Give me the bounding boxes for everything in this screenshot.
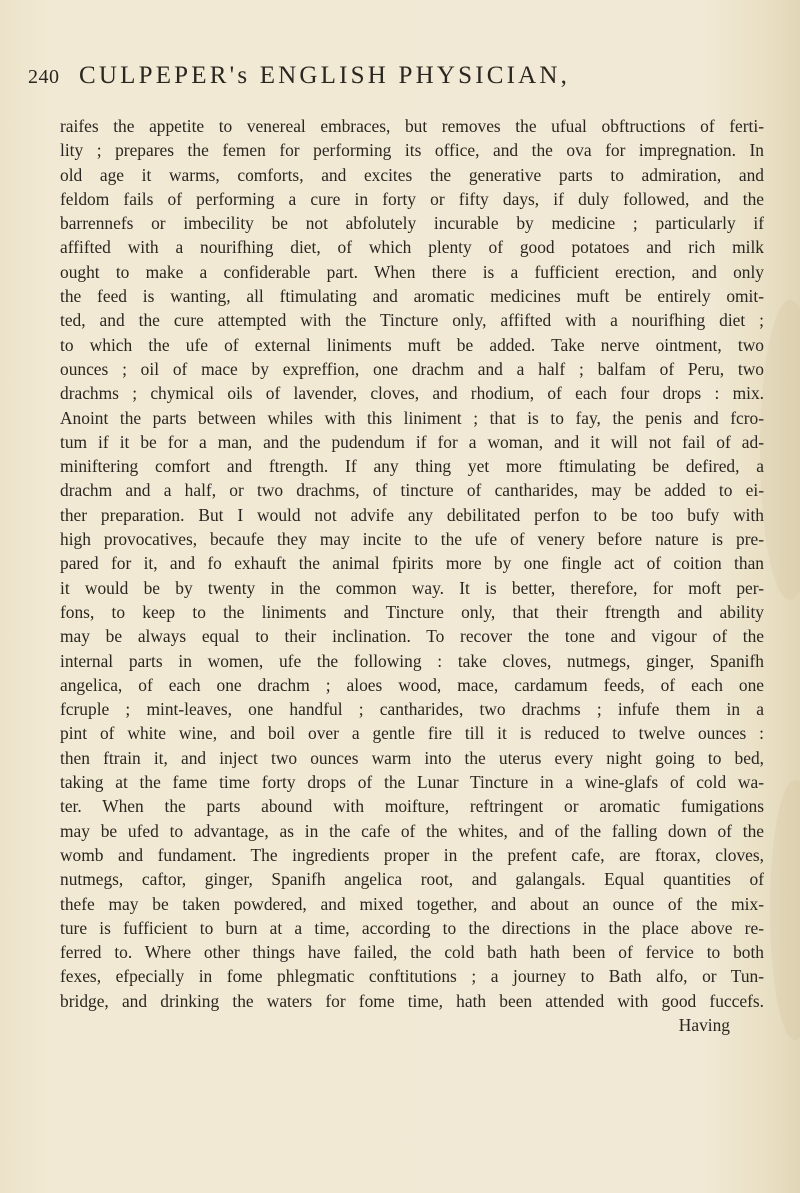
text-line: pint of white wine, and boil over a gentle fire till it is reduced to twelve ounces : bbox=[60, 723, 764, 744]
text-line: internal parts in women, ufe the following : take cloves, nutmegs, ginger, Spanifh bbox=[60, 650, 764, 671]
text-line: ferred to. Where other things have failed, the cold bath hath been of fervice to both bbox=[60, 942, 764, 963]
text-line: it would be by twenty in the common way. It is better, therefore, for moft per- bbox=[60, 577, 764, 598]
text-line: bridge, and drinking the waters for fome time, hath been attended with good fuccefs. bbox=[60, 990, 764, 1011]
page-number: 240 bbox=[28, 66, 60, 88]
paper-stain bbox=[760, 300, 800, 600]
text-line: pared for it, and fo exhauft the animal fpirits more by one fingle act of coition than bbox=[60, 553, 764, 574]
text-line: tum if it be for a man, and the pudendum if for a woman, and it will not fail of ad- bbox=[60, 431, 764, 452]
text-line: to which the ufe of external liniments muft be added. Take nerve ointment, two bbox=[60, 334, 764, 355]
text-line: fcruple ; mint-leaves, one handful ; cantharides, two drachms ; infufe them in a bbox=[60, 699, 764, 720]
text-line: taking at the fame time forty drops of the Lunar Tincture in a wine-glafs of cold wa- bbox=[60, 772, 764, 793]
running-header bbox=[28, 62, 728, 94]
text-line: lity ; prepares the femen for performing its office, and the ova for impregnation. In bbox=[60, 140, 764, 161]
text-line: angelica, of each one drachm ; aloes wood, mace, cardamum feeds, of each one bbox=[60, 674, 764, 695]
text-line: drachm and a half, or two drachms, of tincture of cantharides, may be added to ei- bbox=[60, 480, 764, 501]
text-line: high provocatives, becaufe they may incite to the ufe of venery before nature is pre- bbox=[60, 529, 764, 550]
text-line: ted, and the cure attempted with the Tincture only, affifted with a nourifhing diet ; bbox=[60, 310, 764, 331]
catchword: Having bbox=[678, 1014, 730, 1035]
text-line: womb and fundament. The ingredients proper in the prefent cafe, are ftorax, cloves, bbox=[60, 844, 764, 865]
text-line: ture is fufficient to burn at a time, according to the directions in the place above re- bbox=[60, 917, 764, 938]
text-line: fexes, efpecially in fome phlegmatic conftitutions ; a journey to Bath alfo, or Tun- bbox=[60, 966, 764, 987]
text-line: Anoint the parts between whiles with this liniment ; that is to fay, the penis and fcro- bbox=[60, 407, 764, 428]
text-line: ounces ; oil of mace by expreffion, one drachm and a half ; balfam of Peru, two bbox=[60, 358, 764, 379]
text-line: may be always equal to their inclination. To recover the tone and vigour of the bbox=[60, 626, 764, 647]
running-title: CULPEPER's ENGLISH PHYSICIAN, bbox=[79, 62, 571, 89]
text-line: drachms ; chymical oils of lavender, cloves, and rhodium, of each four drops : mix. bbox=[60, 383, 764, 404]
text-line: nutmegs, caftor, ginger, Spanifh angelica root, and galangals. Equal quantities of bbox=[60, 869, 764, 890]
text-line: ther preparation. But I would not advife any debilitated perfon to be too bufy with bbox=[60, 504, 764, 525]
paper-stain bbox=[770, 780, 800, 1040]
text-line: then ftrain it, and inject two ounces warm into the uterus every night going to bed, bbox=[60, 747, 764, 768]
text-line: feldom fails of performing a cure in forty or fifty days, if duly followed, and the bbox=[60, 188, 764, 209]
text-line: fons, to keep to the liniments and Tincture only, that their ftrength and ability bbox=[60, 601, 764, 622]
text-line: may be ufed to advantage, as in the cafe of the whites, and of the falling down of the bbox=[60, 820, 764, 841]
text-line: ter. When the parts abound with moifture, reftringent or aromatic fumigations bbox=[60, 796, 764, 817]
text-line: thefe may be taken powdered, and mixed together, and about an ounce of the mix- bbox=[60, 893, 764, 914]
text-line: affifted with a nourifhing diet, of which plenty of good potatoes and rich milk bbox=[60, 237, 764, 258]
text-line: barrennefs or imbecility be not abfolutely incurable by medicine ; particularly if bbox=[60, 213, 764, 234]
text-line: ought to make a confiderable part. When there is a fufficient erection, and only bbox=[60, 261, 764, 282]
text-line: the feed is wanting, all ftimulating and aromatic medicines muft be entirely omit- bbox=[60, 286, 764, 307]
text-line: miniftering comfort and ftrength. If any thing yet more ftimulating be defired, a bbox=[60, 456, 764, 477]
text-line: old age it warms, comforts, and excites the generative parts to admiration, and bbox=[60, 164, 764, 185]
body-text bbox=[60, 114, 764, 1037]
text-line: raifes the appetite to venereal embraces, but removes the ufual obftructions of ferti- bbox=[60, 116, 764, 136]
